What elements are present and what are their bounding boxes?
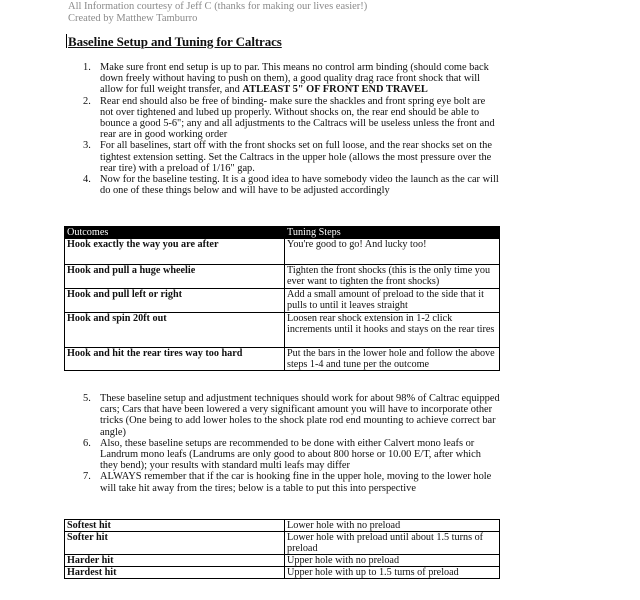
step-item-1	[83, 62, 500, 96]
steps-list-part-2	[83, 393, 500, 494]
step-item-4	[83, 174, 500, 197]
document-title-text: Baseline Setup and Tuning for Caltracs	[68, 34, 282, 49]
table-row	[65, 520, 500, 532]
credits	[68, 1, 367, 25]
step-number: 1.	[83, 62, 91, 73]
step-item-5	[83, 393, 500, 438]
tuning-step-cell: Put the bars in the lower hole and follow the above steps 1-4 and tune per the outcome	[285, 348, 500, 371]
credits-line-1: All Information courtesy of Jeff C (thanks for making our lives easier!)	[68, 1, 368, 12]
outcome-cell: Hook exactly the way you are after	[65, 239, 285, 265]
table-row	[65, 567, 500, 579]
step-text: Rear end should also be free of binding- make sure the shackles and front spring eye bolt are not over tightened and lubed up properly. Without shocks on, the rear end should be able to bounce a good 5-6"; any and all adjustments to the Caltracs will be useless unless the front and rear are in good working order	[100, 95, 495, 141]
table-row	[65, 348, 500, 371]
step-text: Now for the baseline testing. It is a good idea to have somebody video the launch as the car will do one of these things below and will have to be adjusted accordingly	[100, 174, 499, 197]
outcomes-table	[64, 226, 500, 371]
step-text: For all baselines, start off with the front shocks set on full loose, and the rear shocks set on the tightest extension setting. Set the Caltracs in the upper hole (allows the most pressure over the rear tire) with a preload of 1/16" gap.	[100, 140, 492, 174]
table-row	[65, 313, 500, 348]
table-row	[65, 555, 500, 567]
outcome-cell: Hook and spin 20ft out	[65, 313, 285, 348]
step-item-2	[83, 95, 500, 141]
step-text	[100, 62, 500, 96]
hit-setting-cell: Lower hole with preload until about 1.5 turns of preload	[285, 532, 500, 555]
tuning-step-cell: Loosen rear shock extension in 1-2 click increments until it hooks and stays on the rear tires	[285, 313, 500, 348]
outcome-cell: Hook and hit the rear tires way too hard	[65, 348, 285, 371]
hit-label-cell: Softer hit	[65, 532, 285, 555]
step-text: Also, these baseline setups are recommended to be done with either Calvert mono leafs or Landrum mono leafs (Landrums are only good to about 800 horse or 10.00 E/T, after which they bend); your results with standard multi leafs may differ	[100, 437, 481, 472]
step-number: 6.	[83, 437, 91, 449]
hit-label-cell: Hardest hit	[65, 567, 285, 579]
hit-setting-cell: Lower hole with no preload	[285, 520, 500, 532]
step-text: ALWAYS remember that if the car is hooking fine in the upper hole, moving to the lower hole will take hit away from the tires; below is a table to put this into perspective	[100, 471, 492, 494]
step-item-6	[83, 437, 500, 472]
table-row	[65, 532, 500, 555]
tuning-step-cell: Tighten the front shocks (this is the only time you ever want to tighten the front shocks)	[285, 265, 500, 289]
step-item-7	[83, 471, 500, 494]
document-title	[66, 34, 282, 50]
table-row	[65, 289, 500, 313]
steps-list-part-1	[83, 62, 500, 197]
step-item-3	[83, 140, 500, 174]
outcome-cell: Hook and pull left or right	[65, 289, 285, 313]
table-row	[65, 239, 500, 265]
text-cursor	[66, 34, 67, 48]
credits-line-2: Created by Matthew Tamburro	[68, 13, 198, 24]
hits-table	[64, 519, 500, 579]
tuning-step-cell: You're good to go! And lucky too!	[285, 239, 500, 265]
hit-setting-cell: Upper hole with no preload	[285, 555, 500, 567]
hit-label-cell: Harder hit	[65, 555, 285, 567]
step-number: 4.	[83, 174, 91, 186]
column-header-outcomes: Outcomes	[65, 227, 285, 239]
step-number: 5.	[83, 393, 91, 404]
step-number: 7.	[83, 471, 91, 483]
table-row	[65, 265, 500, 289]
hit-label-cell: Softest hit	[65, 520, 285, 532]
step-number: 3.	[83, 140, 91, 152]
step-text: These baseline setup and adjustment techniques should work for about 98% of Caltrac equipped cars; Cars that have been lowered a very significant amount you will have to incorporate other tricks (One being to add lower holes to the shock plate rod end mounting to achieve correct bar angle)	[100, 393, 500, 438]
tuning-step-cell: Add a small amount of preload to the side that it pulls to until it leaves straight	[285, 289, 500, 313]
step-number: 2.	[83, 95, 91, 107]
step-text-emphasis: ATLEAST 5" OF FRONT END TRAVEL	[242, 84, 428, 96]
column-header-tuning-steps: Tuning Steps	[285, 227, 500, 239]
hit-setting-cell: Upper hole with up to 1.5 turns of preload	[285, 567, 500, 579]
table-header-row	[65, 227, 500, 239]
step-text-body: Make sure front end setup is up to par. This means no control arm binding (should come back down freely without having to push on them), a good quality drag race front shock that will allow for full weight transfer, and	[100, 62, 489, 96]
outcome-cell: Hook and pull a huge wheelie	[65, 265, 285, 289]
